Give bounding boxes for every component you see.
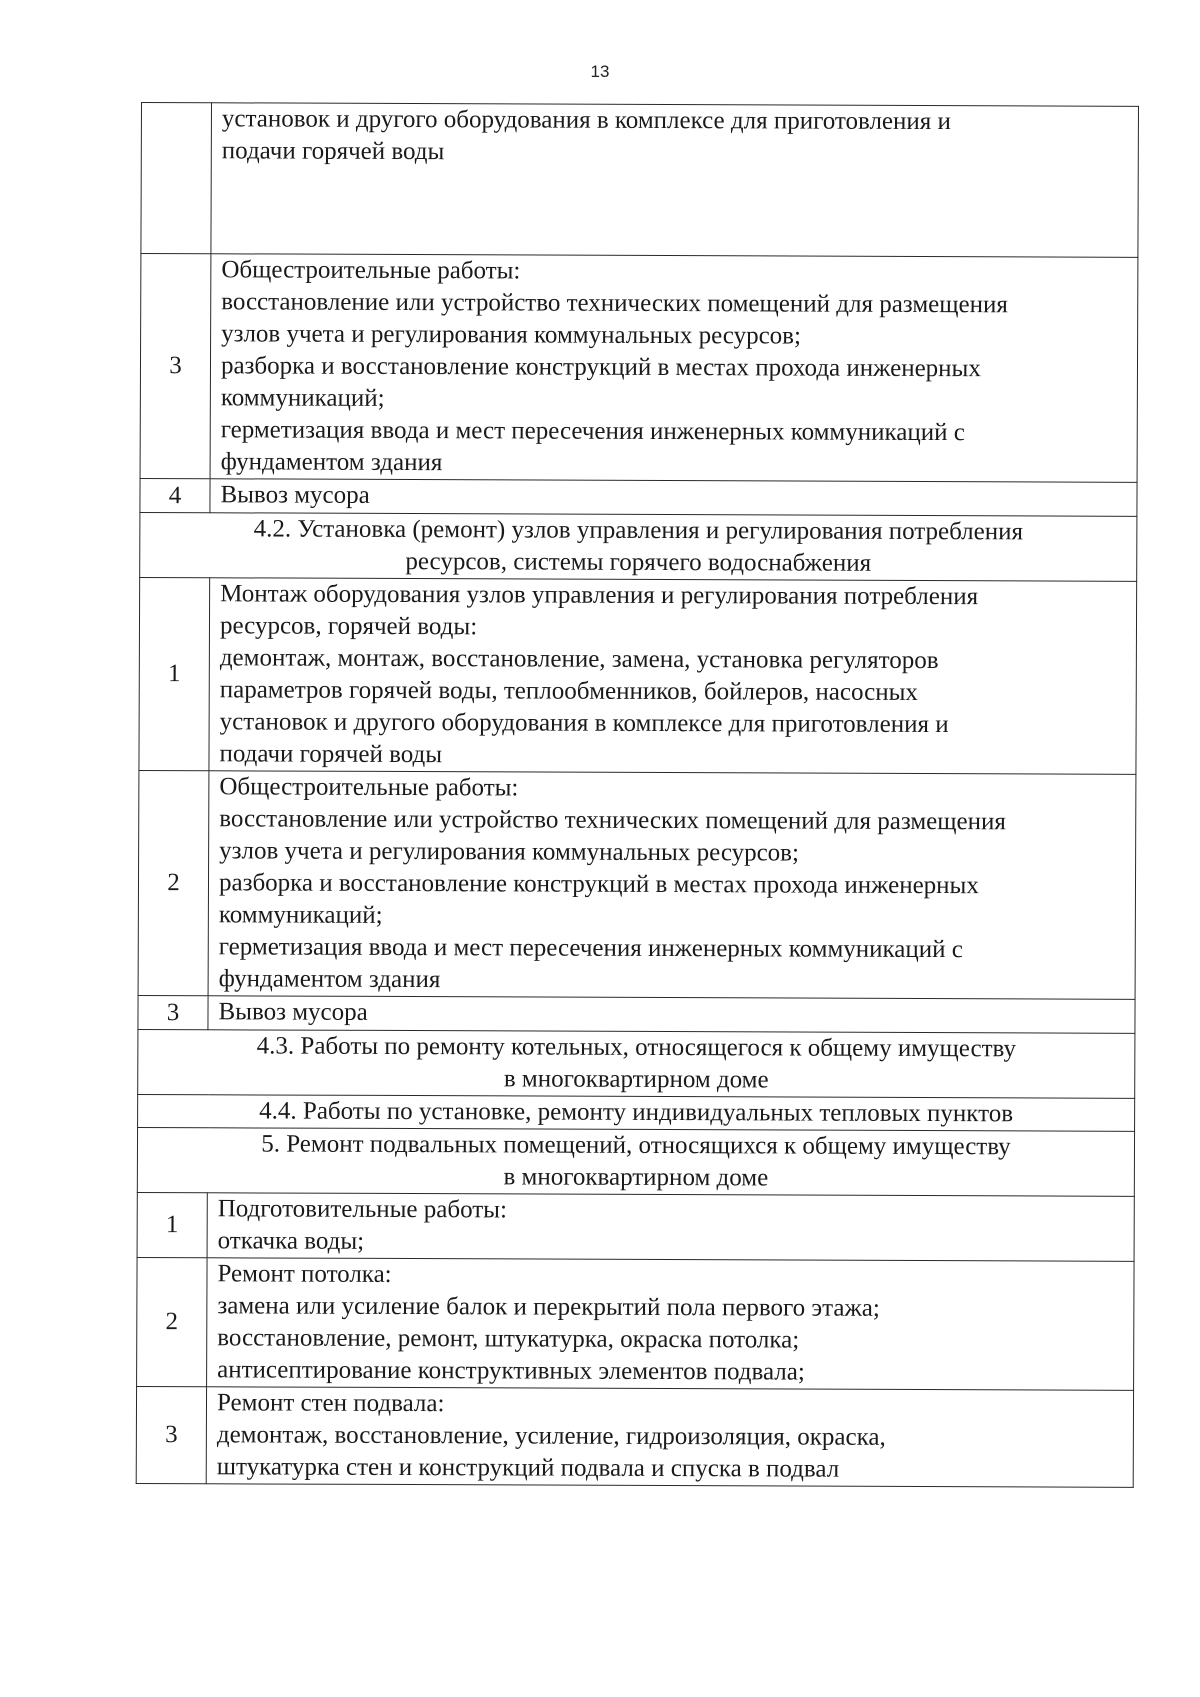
text-line: разборка и восстановление конструкций в местах прохода инженерных [218, 869, 979, 900]
text-line: узлов учета и регулирования коммунальных ресурсов; [221, 320, 802, 350]
table-row [138, 995, 1135, 1033]
section-heading [138, 1094, 1135, 1131]
text-line: ресурсов, системы горячего водоснабжения [405, 548, 872, 577]
item-description [209, 578, 1137, 775]
item-number: 2 [137, 1257, 207, 1386]
item-description [210, 479, 1137, 517]
text-line: фундаментом здания [220, 448, 443, 477]
text-line: установок и другого оборудования в комплексе для приготовления и [219, 708, 949, 739]
text-line: Подготовительные работы: [217, 1195, 508, 1224]
table-row [139, 577, 1137, 774]
section-heading-row [138, 1029, 1135, 1098]
item-description [206, 1387, 1133, 1488]
text-line: замена или усиление балок и перекрытий пола первого этажа; [217, 1292, 880, 1322]
text-line: восстановление, ремонт, штукатурка, окраска потолка; [217, 1324, 800, 1354]
text-line: в многоквартирном доме [503, 1065, 769, 1094]
text-line: восстановление или устройство технических помещений для размещения [221, 288, 1008, 319]
text-line: разборка и восстановление конструкций в местах прохода инженерных [220, 352, 981, 383]
item-number: 3 [136, 1386, 206, 1483]
section-heading [138, 1029, 1135, 1098]
text-line: штукатурка стен и конструкций подвала и спуска в подвал [216, 1453, 840, 1483]
works-table [136, 102, 1139, 1488]
section-heading [137, 1127, 1134, 1196]
table-row [136, 1386, 1133, 1487]
text-line: параметров горячей воды, теплообменников, бойлеров, насосных [219, 676, 918, 706]
text-line: 4.4. Работы по установке, ремонту индивидуальных тепловых пунктов [259, 1097, 1014, 1128]
text-line: Ремонт потолка: [217, 1260, 392, 1288]
section-heading [140, 512, 1137, 581]
text-line: антисептирование конструктивных элементов подвала; [217, 1356, 805, 1386]
item-description [211, 103, 1139, 258]
text-line: откачка воды; [217, 1227, 365, 1255]
text-line: Ремонт стен подвала: [216, 1389, 445, 1418]
text-line: коммуникаций; [218, 901, 383, 929]
text-line: узлов учета и регулирования коммунальных ресурсов; [219, 837, 800, 867]
page-number: 13 [590, 62, 610, 81]
item-number: 1 [139, 577, 210, 770]
section-heading-row [140, 512, 1137, 581]
item-description [210, 254, 1138, 483]
table-row [138, 770, 1136, 999]
text-line: Вывоз мусора [220, 481, 370, 509]
text-line: 4.3. Работы по ремонту котельных, относящегося к общему имуществу [256, 1032, 1017, 1063]
text-line: 5. Ремонт подвальных помещений, относящихся к общему имуществу [261, 1130, 1011, 1161]
item-number: 2 [138, 770, 209, 995]
item-number: 1 [137, 1192, 207, 1257]
item-number: 3 [140, 254, 211, 479]
text-line: Монтаж оборудования узлов управления и регулирования потребления [220, 580, 979, 611]
text-line: установок и другого оборудования в комплексе для приготовления и [221, 105, 951, 136]
item-description [208, 771, 1136, 1000]
section-heading-row [137, 1127, 1134, 1196]
text-line: демонтаж, восстановление, усиление, гидроизоляция, окраска, [216, 1421, 886, 1451]
item-description [207, 1193, 1134, 1262]
text-line: коммуникаций; [220, 384, 385, 412]
table-row [137, 1192, 1134, 1261]
item-number [141, 103, 212, 254]
text-line: подачи горячей воды [219, 740, 443, 769]
text-line: восстановление или устройство технических помещений для размещения [219, 805, 1006, 836]
item-description [208, 996, 1135, 1034]
text-line: Вывоз мусора [218, 998, 368, 1026]
table-row [137, 1257, 1134, 1390]
item-number: 3 [138, 995, 208, 1029]
item-number: 4 [140, 478, 210, 512]
text-line: герметизация ввода и мест пересечения инженерных коммуникаций с [220, 416, 965, 447]
text-line: Общестроительные работы: [221, 256, 521, 285]
item-description [207, 1258, 1134, 1391]
table-row [141, 103, 1139, 258]
table-row [140, 254, 1138, 483]
section-heading-row [138, 1094, 1135, 1131]
text-line: демонтаж, монтаж, восстановление, замена, установка регуляторов [219, 644, 939, 675]
text-line: 4.2. Установка (ремонт) узлов управления и регулирования потребления [253, 515, 1024, 546]
text-line: ресурсов, горячей воды: [219, 612, 478, 641]
text-line: в многоквартирном доме [503, 1163, 769, 1192]
table-row [140, 478, 1137, 516]
text-line: Общестроительные работы: [219, 773, 519, 802]
text-line: подачи горячей воды [221, 137, 445, 166]
text-line: герметизация ввода и мест пересечения инженерных коммуникаций с [218, 933, 963, 964]
text-line: фундаментом здания [218, 965, 441, 994]
